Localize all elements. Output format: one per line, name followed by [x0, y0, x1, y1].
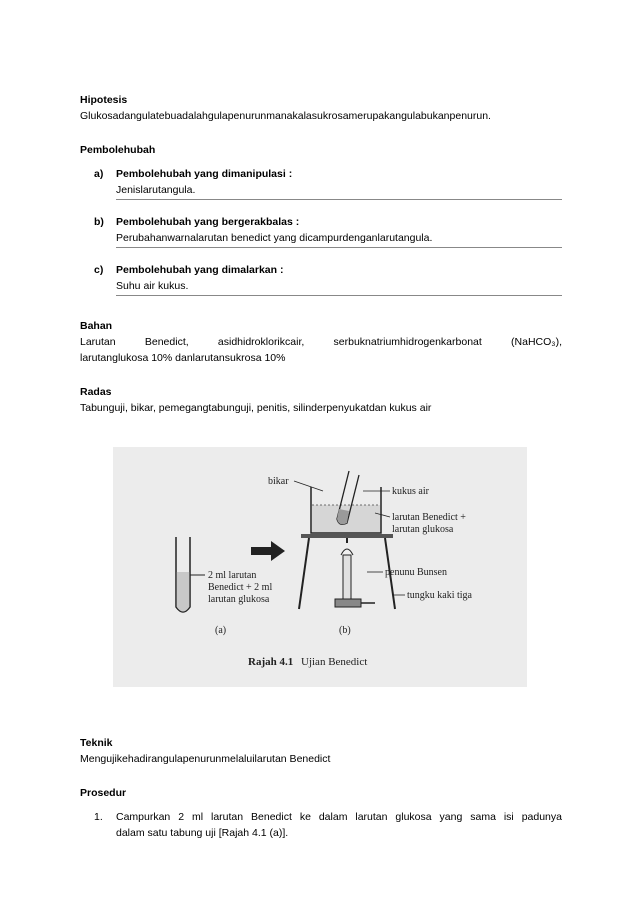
step-text-line1: Campurkan 2 ml larutan Benedict ke dalam larutan glukosa yang sama isi padunya — [116, 811, 562, 823]
list-item — [80, 262, 562, 296]
caption-title: Rajah 4.1 — [248, 656, 294, 668]
variable-title: Pembolehubah yang dimanipulasi : — [116, 168, 293, 180]
pembolehubah-heading: Pembolehubah — [80, 144, 156, 156]
list-item — [80, 166, 562, 200]
benedict-test-figure — [113, 447, 527, 687]
variable-answer: Perubahanwarnalarutan benedict yang dicampurdenganlarutangula. — [116, 230, 562, 248]
bahan-heading: Bahan — [80, 320, 113, 332]
hipotesis-text: Glukosadangulatebuadalahgulapenurunmanakalasukrosamerupakangulabukanpenurun. — [80, 110, 491, 122]
variable-title: Pembolehubah yang dimalarkan : — [116, 264, 284, 276]
list-item — [80, 809, 562, 841]
bahan-text-line1: Larutan Benedict, asidhidroklorikcair, serbuknatriumhidrogenkarbonat (NaHCO₃), — [80, 336, 562, 348]
water-bath-apparatus — [299, 471, 395, 609]
prosedur-list — [80, 809, 562, 841]
radas-heading: Radas — [80, 386, 112, 398]
label-benedict-line1: larutan Benedict + — [392, 512, 466, 523]
label-kukus-air: kukus air — [392, 486, 429, 497]
document-body — [80, 92, 562, 416]
label-tungku: tungku kaki tiga — [407, 590, 472, 601]
list-item — [80, 214, 562, 248]
label-bunsen: penunu Bunsen — [385, 567, 447, 578]
step-number: 1. — [94, 811, 103, 823]
list-marker: b) — [94, 216, 104, 228]
label-bikar: bikar — [268, 476, 289, 487]
label-a-tube-line1: 2 ml larutan — [208, 570, 257, 581]
list-marker: c) — [94, 264, 104, 276]
variable-answer: Suhu air kukus. — [116, 278, 562, 296]
teknik-text: Mengujikehadirangulapenurunmelaluilarutan Benedict — [80, 753, 331, 765]
radas-text: Tabunguji, bikar, pemegangtabunguji, penitis, silinderpenyukatdan kukus air — [80, 402, 432, 414]
caption-b: (b) — [339, 625, 351, 636]
hipotesis-heading: Hipotesis — [80, 94, 128, 106]
pembolehubah-list — [80, 166, 562, 296]
prosedur-heading: Prosedur — [80, 787, 127, 799]
document-body-lower — [80, 735, 562, 841]
variable-answer: Jenislarutangula. — [116, 182, 562, 200]
list-marker: a) — [94, 168, 104, 180]
label-a-tube-line2: Benedict + 2 ml — [208, 582, 273, 593]
caption-a: (a) — [215, 625, 227, 636]
arrow-icon — [251, 541, 285, 561]
step-text-line2: dalam satu tabung uji [Rajah 4.1 (a)]. — [116, 827, 289, 839]
teknik-heading: Teknik — [80, 737, 113, 749]
variable-title: Pembolehubah yang bergerakbalas : — [116, 216, 300, 228]
label-a-tube-line3: larutan glukosa — [208, 594, 270, 605]
caption-text: Ujian Benedict — [301, 656, 368, 668]
test-tube-a — [176, 537, 205, 612]
label-benedict-line2: larutan glukosa — [392, 524, 454, 535]
benedict-test-diagram — [113, 447, 527, 687]
bahan-text-line2: larutanglukosa 10% danlarutansukrosa 10% — [80, 352, 286, 364]
